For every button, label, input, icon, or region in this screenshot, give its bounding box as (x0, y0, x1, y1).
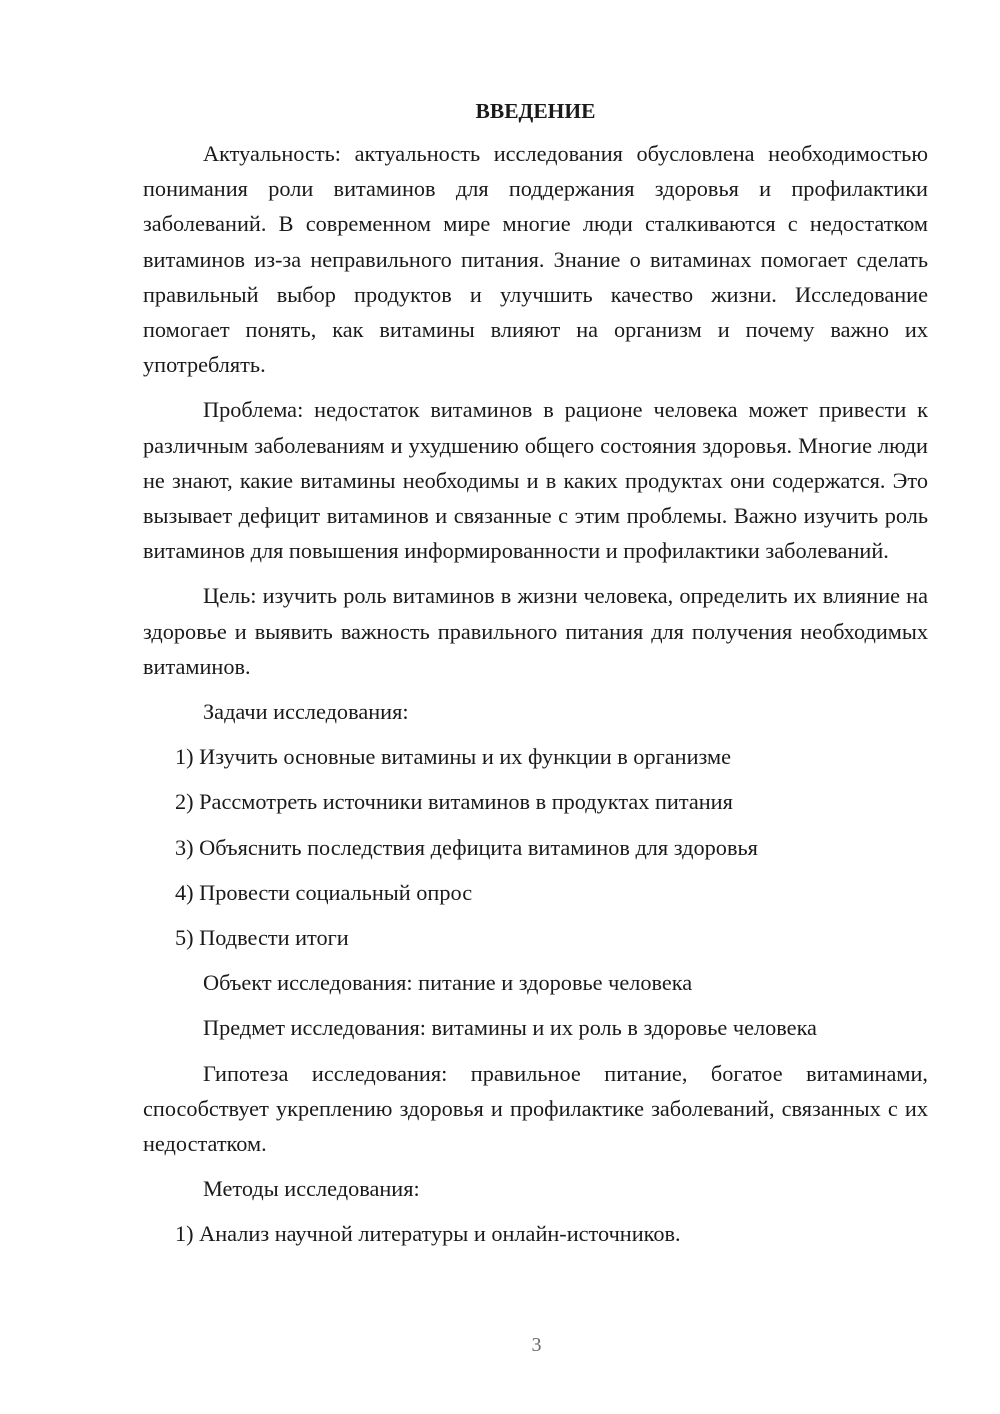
task-item-2: 2) Рассмотреть источники витаминов в продуктах питания (175, 789, 733, 815)
page-number: 3 (531, 1334, 542, 1356)
research-object: Объект исследования: питание и здоровье человека (203, 970, 693, 996)
methods-title: Методы исследования: (203, 1176, 420, 1202)
research-subject: Предмет исследования: витамины и их роль в здоровье человека (203, 1015, 817, 1041)
method-item-1: 1) Анализ научной литературы и онлайн-источников. (175, 1221, 681, 1247)
task-item-1: 1) Изучить основные витамины и их функции в организме (175, 744, 732, 770)
task-item-5: 5) Подвести итоги (175, 925, 349, 951)
task-item-3: 3) Объяснить последствия дефицита витаминов для здоровья (175, 834, 758, 860)
goal-paragraph: Цель: изучить роль витаминов в жизни человека, определить их влияние на здоровье и выявить важность правильного питания для получения необходимых витаминов. (143, 583, 928, 679)
task-item-4: 4) Провести социальный опрос (175, 879, 473, 905)
hypothesis-paragraph: Гипотеза исследования: правильное питание, богатое витаминами, способствует укреплению здоровья и профилактике заболеваний, связанных с их недостатком. (143, 1060, 928, 1157)
relevance-paragraph: Актуальность: актуальность исследования обусловлена необходимостью понимания роли витаминов для поддержания здоровья и профилактики заболеваний. В современном мире многие люди сталкиваются с недостатком витаминов из-за неправильного питания. Знание о витаминах помогает сделать правильный выбор продуктов и улучшить качество жизни. Исследование помогает понять, как витамины влияют на организм и почему важно их употреблять. (143, 141, 928, 378)
tasks-title: Задачи исследования: (203, 699, 409, 725)
section-heading: ВВЕДЕНИЕ (475, 99, 596, 123)
problem-paragraph: Проблема: недостаток витаминов в рационе человека может привести к различным заболеваниям и ухудшению общего состояния здоровья. Многие люди не знают, какие витамины необходимы и в каких продуктах они содержатся. Это вызывает дефицит витаминов и связанные с этим проблемы. Важно изучить роль витаминов для повышения информированности и профилактики заболеваний. (143, 397, 928, 564)
page-content (143, 96, 928, 1262)
